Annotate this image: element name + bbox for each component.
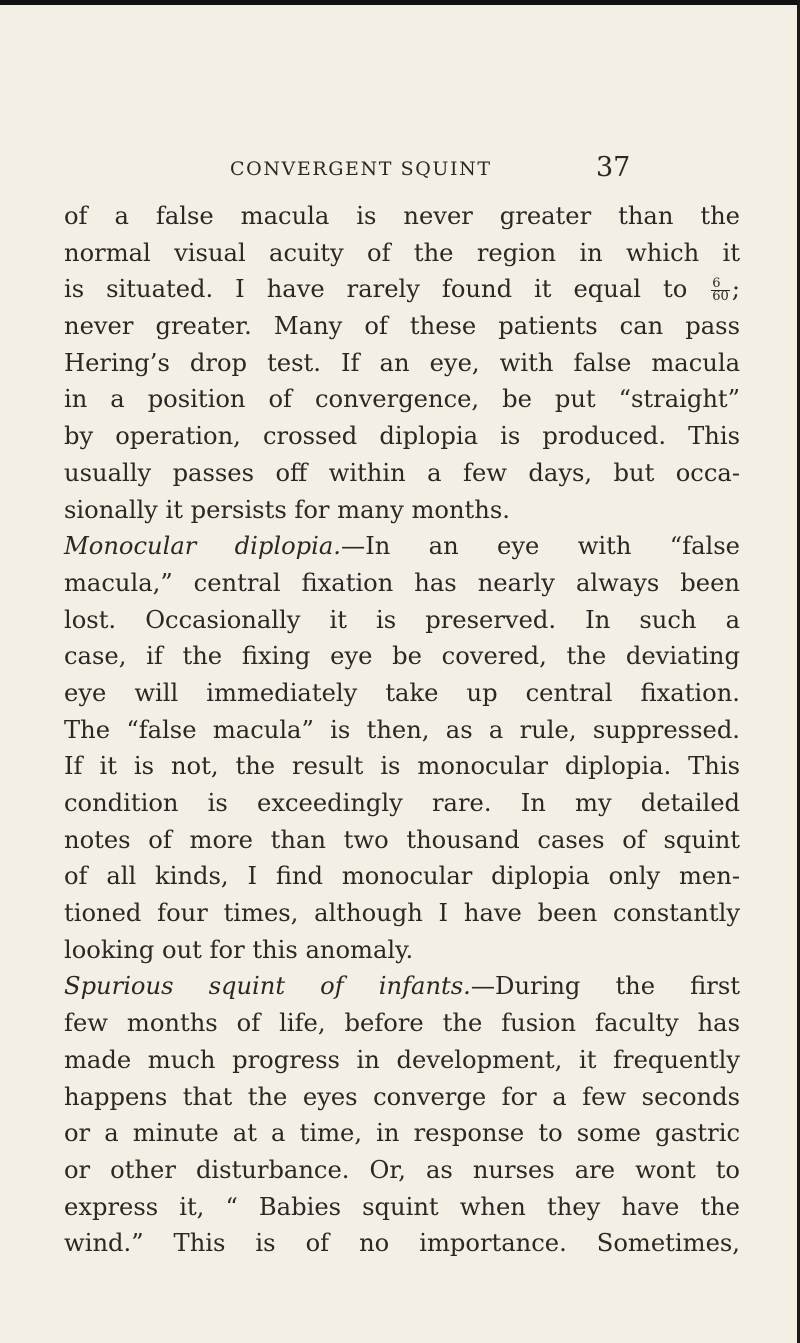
fraction-punctuation: ; xyxy=(731,275,740,304)
text-line: happens that the eyes converge for a few seconds xyxy=(64,1082,740,1111)
text-line: Hering’s drop test. If an eye, with false macula xyxy=(64,348,740,377)
text-line: of all kinds, I find monocular diplopia only men- xyxy=(64,862,740,891)
text-line: normal visual acuity of the region in which it xyxy=(64,238,740,267)
text-line: by operation, crossed diplopia is produced. This xyxy=(64,422,740,451)
text-fragment: —During the first xyxy=(470,972,740,1001)
text-line: few months of life, before the fusion faculty has xyxy=(64,1009,740,1038)
text-line: usually passes off within a few days, but occa- xyxy=(64,458,740,487)
text-line: condition is exceedingly rare. In my detailed xyxy=(64,789,740,817)
text-line: sionally it persists for many months. xyxy=(64,495,510,524)
body-text xyxy=(64,198,740,1262)
text-line: notes of more than two thousand cases of squint xyxy=(64,825,740,854)
text-line xyxy=(64,528,740,565)
section-heading-spurious-squint: Spurious squint of infants. xyxy=(64,972,471,1001)
page-top-edge xyxy=(0,0,800,5)
text-line xyxy=(64,968,740,1005)
text-line: wind.” This is of no importance. Sometimes, xyxy=(64,1229,740,1258)
page-header xyxy=(40,152,760,188)
text-fragment: —In an eye with “false xyxy=(341,532,740,561)
text-line: or other disturbance. Or, as nurses are wont to xyxy=(64,1155,740,1184)
running-head: CONVERGENT SQUINT xyxy=(230,158,492,180)
text-line: of a false macula is never greater than the xyxy=(64,202,740,230)
text-line: tioned four times, although I have been constantly xyxy=(64,899,740,928)
text-line: looking out for this anomaly. xyxy=(64,935,414,964)
text-line: made much progress in development, it frequently xyxy=(64,1045,740,1074)
text-line: lost. Occasionally it is preserved. In such a xyxy=(64,605,740,634)
text-line: case, if the fixing eye be covered, the deviating xyxy=(64,642,740,671)
text-line: express it, “ Babies squint when they have the xyxy=(64,1192,740,1221)
text-line: eye will immediately take up central fixation. xyxy=(64,678,740,707)
text-line: never greater. Many of these patients can pass xyxy=(64,312,740,341)
text-line: If it is not, the result is monocular diplopia. This xyxy=(64,752,740,781)
text-line: in a position of convergence, be put “straight” xyxy=(64,385,740,414)
text-line: macula,” central fixation has nearly always been xyxy=(64,568,740,597)
text-line xyxy=(64,271,740,308)
section-heading-monocular-diplopia: Monocular diplopia. xyxy=(64,532,341,561)
text-fragment: is situated. I have rarely found it equal to xyxy=(64,275,688,304)
text-line: The “false macula” is then, as a rule, suppressed. xyxy=(64,715,740,744)
fraction xyxy=(711,278,730,303)
fraction-numerator: 6 xyxy=(711,278,730,291)
text-line: or a minute at a time, in response to some gastric xyxy=(64,1119,740,1148)
fraction-denominator: 60 xyxy=(712,289,729,305)
page-number: 37 xyxy=(596,152,631,183)
